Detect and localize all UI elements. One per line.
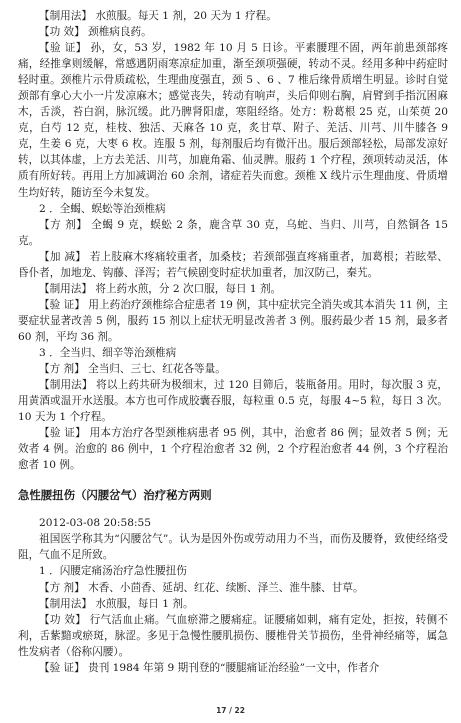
article-date: 2012-03-08 20:58:55 [39, 517, 152, 530]
field-label: 【验 证】 [39, 661, 85, 674]
section-3-title: 3 ．全当归、细辛等治颈椎病 [39, 346, 177, 359]
field-text: 将以上药共研为极细末，过 120 目筛后，装瓶备用。用时，每次服 3 克，用黄酒或温开水送服。本方也可作成胶囊吞服，每粒重 0.5 克，每服 4~5 粒，每日 3 次。10 天为 1 个疗程。 [18, 379, 448, 424]
section-2-body [18, 217, 448, 345]
article-intro: 祖国医学称其为“闪腰岔气”。认为是因外伤或劳动用力不当，而伤及腰脊，致使经络受阻，气血不足所致。 [18, 533, 448, 562]
field-text: 水煎服。每天 1 剂，20 天为 1 疗程。 [95, 10, 277, 22]
field-label: 【制用法】 [39, 379, 93, 392]
field-text: 用上药治疗颈椎综合症患者 19 例，其中症状完全消失或其本消失 11 例，主要症状显著改善 5 例，服药 15 剂以上症状无明显改善者 3 例。服药最少者 15 剂，最多者 60 剂，平均 36 剂。 [18, 298, 448, 343]
article-paragraph [18, 612, 448, 660]
field-text: 贵刊 1984 年第 9 期刊登的“腰腿痛证治经验”一文中，作者介 [88, 661, 380, 674]
article-paragraph [18, 660, 448, 676]
article-paragraph [18, 580, 448, 596]
field-text: 木香、小茴香、延胡、红花、续断、泽兰、淮牛膝、甘草。 [88, 581, 364, 594]
section1-paragraph [18, 8, 448, 24]
field-text: 全当归、三七、红花各等量。 [88, 363, 226, 376]
article-paragraph [18, 596, 448, 612]
field-label: 【制用法】 [39, 282, 92, 295]
field-label: 【验 证】 [39, 427, 86, 440]
article-title[interactable]: 急性腰扭伤（闪腰岔气）治疗秘方两则 [18, 488, 212, 503]
field-text: 颈椎病良药。 [88, 26, 152, 39]
field-label: 【功 效】 [39, 613, 87, 626]
section2-paragraph [18, 249, 448, 281]
page-number: 17 / 22 [216, 706, 245, 715]
field-label: 【制用法】 [39, 597, 92, 610]
section2-paragraph [18, 281, 448, 297]
section2-paragraph [18, 217, 448, 249]
field-label: 【方 剂】 [39, 218, 88, 231]
field-label: 【方 剂】 [39, 581, 85, 594]
field-text: 若上肢麻木疼痛较重者，加桑枝；若颈部强直疼痛重者，加葛根；若眩晕、昏仆者，加地龙、钩藤、泽泻；若气候剧变时症状加重者，加汉防己，秦艽。 [18, 250, 448, 279]
field-label: 【功 效】 [39, 26, 85, 39]
section-2-title: 2 ．全蝎、蜈蚣等治颈椎病 [39, 202, 166, 215]
field-label: 【制用法】 [39, 10, 92, 22]
section1-paragraph [18, 24, 448, 40]
section-1-remainder [18, 8, 448, 201]
field-text: 孙，女，53 岁，1982 年 10 月 5 日诊。平素腰理不固，两年前患颈部疼痛，经推拿则缓解，常感遇阴雨寒凉症加重，渐至颈项强硬，转动不灵。经用多种中药症时轻时重。颈椎片示骨质疏松，生理曲度强直，颈 5 、6 、7 椎后缘骨质增生明显。诊时自觉颈部有拿心大小一片发凉麻木；感觉丧失，转动有响声，头后仰则右胸，肩臂到手指沉困麻木，舌淡，苔白润，脉沉缓。此乃脾肾阳虚，寒阻经络。处方：粉葛根 25 克，山茱萸 20 克，白芍 12 克，桂枝、独活、天麻各 10 克，炙甘草、附子、羌活、川芎、川牛膝各 9 克，生姜 6 克，大枣 6 枚。连服 5 剂，每剂服后均有微汗出。服后颈部轻松，局部发凉好转，以其体虚，上方去羌活、川芎，加鹿角霜、仙灵脾。服药 1 个疗程，颈项转动灵活，体质有所好转。再用上方加减调治 60 余剂，诸症若失而愈。颈椎 X 线片示生理曲度、骨质增生均好转，随访至今未复发。 [18, 42, 448, 199]
article-subtitle: 1 ．闪腰定痛汤治疗急性腰扭伤 [39, 565, 187, 578]
field-text: 用本方治疗各型颈椎病患者 95 例，其中，治愈者 86 例；显效者 5 例；无效者 4 例。治愈的 86 例中，1 个疗程治愈者 32 例，2 个疗程治愈者 44 例，3 个疗程治愈者 10 例。 [18, 427, 448, 472]
field-text: 行气活血止痛。气血瘀滞之腰痛症。证腰痛如刺，痛有定处，拒按，转侧不利，舌紫黯或瘀斑，脉涩。多见于急慢性腰肌损伤、腰椎骨关节损伤，坐骨神经痛等，属急性发病者（俗称闪腰）。 [18, 613, 448, 658]
section-3-body [18, 361, 448, 473]
field-label: 【方 剂】 [39, 363, 85, 376]
field-label: 【验 证】 [39, 298, 85, 311]
section3-paragraph [18, 377, 448, 425]
field-text: 水煎服，每日 1 剂。 [95, 597, 194, 610]
field-text: 全蝎 9 克，蜈蚣 2 条，鹿含草 30 克，乌蛇、当归、川芎，自然铜各 15 克。 [18, 218, 449, 247]
document-page [18, 8, 448, 676]
field-label: 【加 减】 [39, 250, 87, 263]
field-label: 【验 证】 [39, 42, 87, 55]
field-text: 将上药水煎，分 2 次口服，每日 1 剂。 [95, 282, 282, 295]
section2-paragraph [18, 297, 448, 345]
section3-paragraph [18, 361, 448, 377]
article-body [18, 580, 448, 676]
section1-paragraph [18, 40, 448, 200]
section3-paragraph [18, 425, 448, 473]
